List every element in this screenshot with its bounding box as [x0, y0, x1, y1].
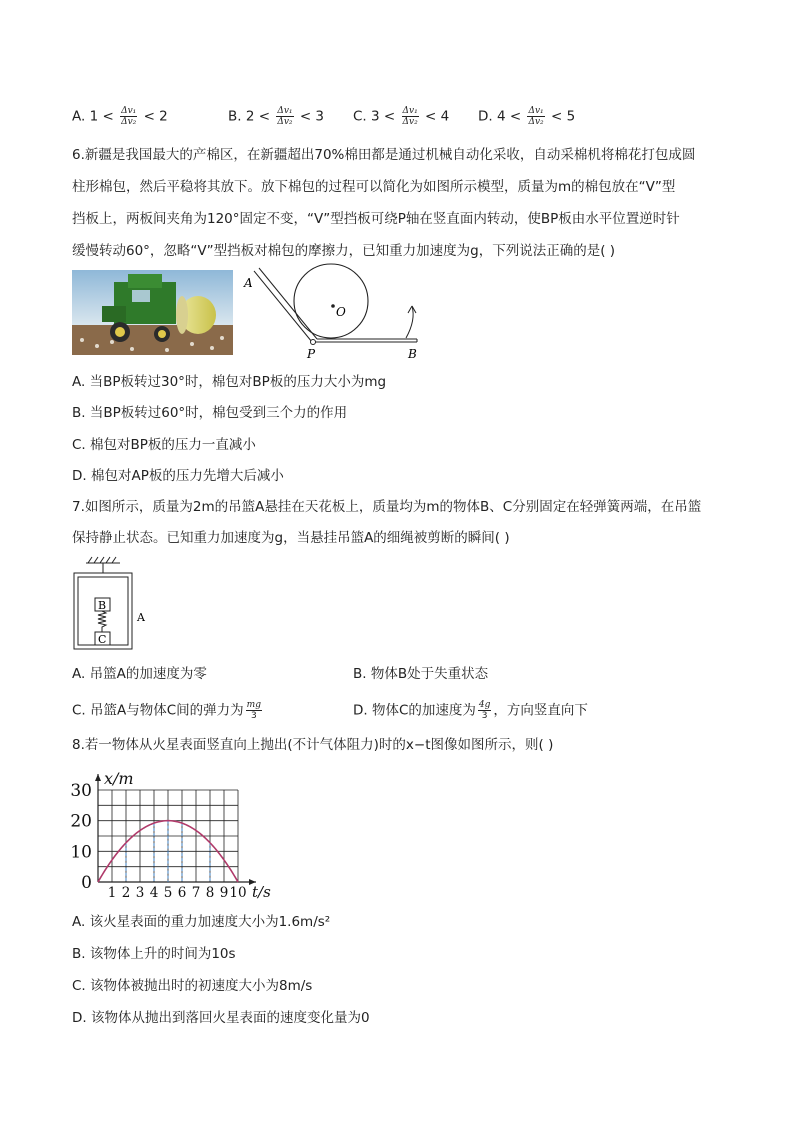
y-axis-arrow [95, 774, 101, 781]
q5-option-b: B. 2 < $\frac{\text{Δv₁}}{\text{Δv₂}}$ < 3 [228, 106, 325, 127]
y-axis-label: x/m [104, 769, 134, 788]
q6-stem-line-2: 柱形棉包，然后平稳将其放下。放下棉包的过程可以简化为如图所示模型，质量为m的棉包放在“V”型 [72, 179, 676, 195]
q5-option-c: C. 3 < $\frac{\text{Δv₁}}{\text{Δv₂}}$ < 4 [353, 106, 450, 127]
q6-option-a: A. 当BP板转过30°时，棉包对BP板的压力大小为mg [72, 374, 387, 390]
q8-option-b: B. 该物体上升的时间为10s [72, 946, 236, 962]
q6-option-c: C. 棉包对BP板的压力一直减小 [72, 437, 256, 453]
q7-option-c: C. 吊篮A与物体C间的弹力为 $\frac{mg}{3}$ [72, 700, 261, 721]
x-tick-label: 5 [163, 885, 173, 901]
y-tick-label: 10 [70, 842, 92, 863]
x-tick-label: 10 [229, 885, 247, 901]
y-tick-label: 0 [81, 873, 92, 893]
x-tick-label: 4 [149, 885, 159, 901]
x-tick-label: 9 [219, 885, 229, 901]
q8-option-c: C. 该物体被抛出时的初速度大小为8m/s [72, 978, 313, 994]
q7-option-d: D. 物体C的加速度为 $\frac{4g}{3}$ ，方向竖直向下 [353, 700, 588, 721]
q8-stem: 8.若一物体从火星表面竖直向上抛出(不计气体阻力)时的x−t图像如图所示，则( ) [72, 737, 554, 753]
q6-option-b: B. 当BP板转过60°时，棉包受到三个力的作用 [72, 405, 348, 421]
q8-option-d: D. 该物体从抛出到落回火星表面的速度变化量为0 [72, 1010, 370, 1026]
label-b: B [408, 347, 417, 361]
q6-stem-line-4: 缓慢转动60°，忽略“V”型挡板对棉包的摩擦力，已知重力加速度为g，下列说法正确的是( ) [72, 243, 616, 259]
x-t-chart [66, 762, 271, 902]
x-tick-label: 8 [205, 885, 215, 901]
q7-stem-line-1: 7.如图所示，质量为2m的吊篮A悬挂在天花板上，质量均为m的物体B、C分别固定在轻弹簧两端，在吊篮 [72, 499, 702, 515]
basket-diagram [70, 557, 160, 653]
y-tick-label: 20 [70, 811, 92, 832]
v-board-diagram [240, 262, 430, 362]
q6-stem-line-1: 6.新疆是我国最大的产棉区，在新疆超出70%棉田都是通过机械自动化采收，自动采棉机将棉花打包成圆 [72, 147, 696, 163]
q8-option-a: A. 该火星表面的重力加速度大小为1.6m/s² [72, 914, 331, 930]
x-tick-label: 7 [191, 885, 201, 901]
q6-stem-line-3: 挡板上，两板间夹角为120°固定不变，“V”型挡板可绕P轴在竖直面内转动，使BP板由水平位置逆时针 [72, 211, 680, 227]
x-tick-label: 1 [107, 885, 117, 901]
x-tick-label: 2 [121, 885, 131, 901]
q5-option-d: D. 4 < $\frac{\text{Δv₁}}{\text{Δv₂}}$ < 5 [478, 106, 576, 127]
q7-stem-line-2: 保持静止状态。已知重力加速度为g，当悬挂吊篮A的细绳被剪断的瞬间( ) [72, 530, 510, 546]
label-box-b: B [98, 599, 107, 612]
label-box-c: C [98, 633, 107, 646]
label-basket-a: A [137, 611, 145, 624]
q6-option-d: D. 棉包对AP板的压力先增大后减小 [72, 468, 284, 484]
x-axis-label: t/s [252, 883, 271, 901]
cotton-picker-photo [72, 270, 233, 355]
q7-option-b: B. 物体B处于失重状态 [353, 666, 489, 682]
label-o: O [336, 305, 346, 319]
q7-option-a: A. 吊篮A的加速度为零 [72, 666, 207, 682]
x-tick-label: 3 [135, 885, 145, 901]
label-p: P [307, 347, 316, 361]
x-tick-label: 6 [177, 885, 187, 901]
y-tick-label: 30 [70, 781, 92, 801]
q5-option-a: A. 1 < $\frac{\text{Δv₁}}{\text{Δv₂}}$ < 2 [72, 106, 168, 127]
label-a: A [244, 276, 253, 290]
